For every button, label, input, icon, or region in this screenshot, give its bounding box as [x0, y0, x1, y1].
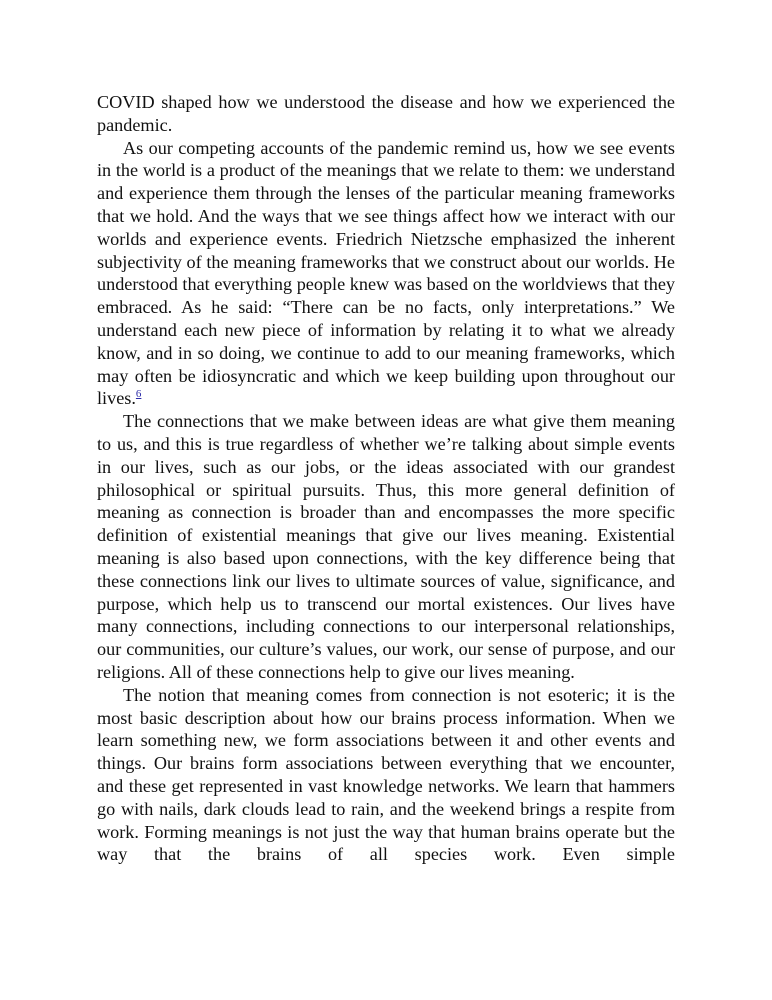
paragraph-nietzsche: [97, 137, 675, 411]
paragraph-brains: [97, 684, 675, 866]
paragraph-continued: [97, 91, 675, 137]
paragraph-text: The notion that meaning comes from connection is not esoteric; it is the most basic description about how our brains process information. When we learn something new, we form associations between it and other events and things. Our brains form associations between everything that we encounter, and these get represented in vast knowledge networks. We learn that hammers go with nails, dark clouds lead to rain, and the weekend brings a respite from work. Forming meanings is not just the way that human brains operate but the way that the brains of all species work. Even simple: [97, 684, 675, 865]
footnote-link[interactable]: 6: [135, 388, 142, 401]
paragraph-text: The connections that we make between ideas are what give them meaning to us, and this is true regardless of whether we’re talking about simple events in our lives, such as our jobs, or the ideas associated with our grandest philosophical or spiritual pursuits. Thus, this more general definition of meaning as connection is broader than and encompasses the more specific definition of existential meanings that give our lives meaning. Existential meaning is also based upon connections, with the key difference being that these connections link our lives to ultimate sources of value, significance, and purpose, which help us to transcend our mortal existences. Our lives have many connections, including connections to our interpersonal relationships, our communities, our culture’s values, our work, our sense of purpose, and our religions. All of these connections help to give our lives meaning.: [97, 411, 675, 682]
book-page: [97, 91, 675, 866]
paragraph-connections: [97, 410, 675, 684]
paragraph-text: COVID shaped how we understood the disease and how we experienced the pandemic.: [97, 92, 675, 135]
paragraph-text: As our competing accounts of the pandemic remind us, how we see events in the world is a product of the meanings that we relate to them: we understand and experience them through the lenses of the particular meaning frameworks that we hold. And the ways that we see things affect how we interact with our worlds and experience events. Friedrich Nietzsche emphasized the inherent subjectivity of the meaning frameworks that we construct about our worlds. He understood that everything people knew was based on the worldviews that they embraced. As he said: “There can be no facts, only interpretations.” We understand each new piece of information by relating it to what we already know, and in so doing, we continue to add to our meaning frameworks, which may often be idiosyncratic and which we keep building upon throughout our lives.: [97, 137, 675, 409]
